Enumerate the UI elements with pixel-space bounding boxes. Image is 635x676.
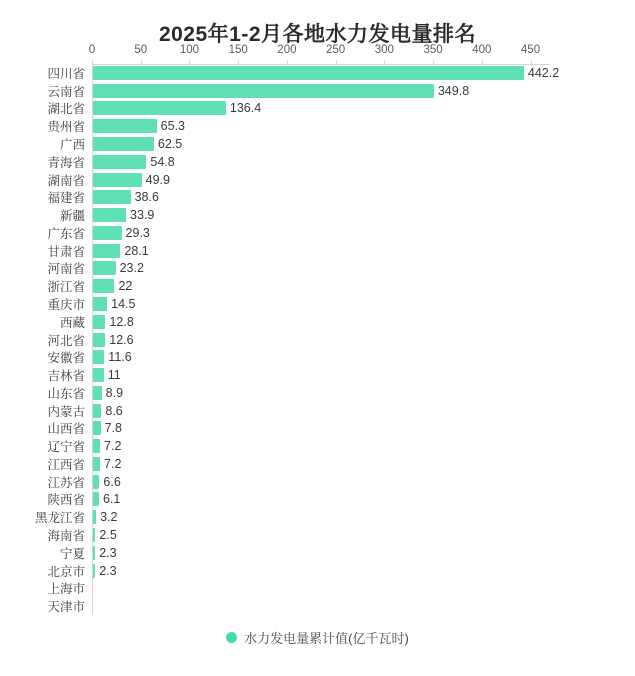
category-label: 黑龙江省 [34,511,85,526]
bar-row [47,385,550,401]
bar-value-label: 54.8 [150,154,175,169]
bar-row [47,279,550,295]
bar-row [47,350,550,366]
bar-row [47,421,550,437]
category-label: 浙江省 [47,280,85,295]
bar [93,226,122,240]
x-axis-tick-mark [433,60,434,64]
bar-value-label: 33.9 [130,208,155,223]
bar-row [47,599,550,615]
x-axis-tick-mark [531,60,532,64]
chart-legend [0,628,635,647]
legend-label: 水力发电量累计值(亿千瓦时) [244,631,409,646]
category-label: 河北省 [47,333,85,348]
bar-value-label: 6.6 [103,474,121,489]
bar [93,261,116,275]
bar-value-label: 7.2 [104,439,122,454]
bar-row [47,296,550,312]
category-label: 福建省 [47,191,85,206]
category-label: 安徽省 [47,351,85,366]
bar-value-label: 23.2 [119,261,144,276]
category-label: 河南省 [47,262,85,277]
bar-value-label: 14.5 [111,296,136,311]
bar-row [47,474,550,490]
bar-row [47,101,550,117]
bar [93,492,99,506]
bar [93,101,226,115]
x-axis-tick-label: 400 [472,44,492,56]
bar-value-label: 22 [118,279,133,294]
bar-value-label: 62.5 [157,136,183,151]
x-axis-tick-mark [384,60,385,64]
bar-value-label: 28.1 [124,243,149,258]
bar [93,350,104,364]
bar-row [47,439,550,455]
bar-value-label: 2.3 [99,563,117,578]
category-label: 青海省 [47,155,85,170]
bar-row [59,208,550,224]
x-axis-tick-mark [189,60,190,64]
category-label: 甘肃省 [47,244,85,259]
category-label: 吉林省 [47,369,85,384]
bar-row [47,83,550,99]
x-axis-line [92,64,550,65]
bar [93,84,434,98]
bar [93,475,99,489]
bar [93,510,96,524]
bar-value-label: 11 [107,368,121,383]
category-label: 江西省 [47,457,85,472]
x-axis-tick-label: 150 [228,44,248,56]
bar-row [47,368,550,384]
bar [93,528,95,542]
x-axis-tick-mark [238,60,239,64]
x-axis-tick-mark [482,60,483,64]
category-label: 四川省 [47,66,85,81]
bar-row [47,581,550,597]
plot-area [34,44,560,615]
category-label: 天津市 [47,600,85,615]
bar-row [47,172,550,188]
x-axis-tick-label: 250 [326,44,346,56]
bar-value-label: 11.6 [108,350,132,365]
bar-value-label: 3.2 [100,510,118,525]
x-axis-tick-label: 450 [520,44,541,56]
category-label: 广东省 [47,226,85,241]
bar-value-label: 12.8 [109,314,134,329]
bar-row [34,510,550,526]
bar [93,244,120,258]
bar-row [47,154,550,170]
bar-value-label: 349.8 [437,83,470,98]
bar [93,315,105,329]
category-label: 山西省 [47,422,85,437]
x-axis-tick-label: 50 [134,44,148,56]
x-axis-tick-mark [92,60,93,64]
bar-value-label: 6.1 [102,492,121,507]
x-axis-tick-mark [141,60,142,64]
bar-row [47,225,550,241]
bar-value-label: 7.2 [104,456,122,471]
category-label: 山东省 [47,386,85,401]
bar [93,404,101,418]
category-label: 北京市 [47,564,85,579]
bar [93,386,102,400]
category-label: 广西 [59,137,85,152]
category-label: 江苏省 [47,475,85,490]
x-axis-tick-mark [336,60,337,64]
bar [93,119,157,133]
bar [93,155,146,169]
bar-row [47,563,550,579]
bar-row [47,528,550,544]
bar-row [47,456,550,472]
bar-value-label: 65.3 [160,119,185,134]
bar-row [47,243,550,259]
bar [93,421,101,435]
bar-value-label: 38.6 [134,190,159,205]
x-axis-tick-label: 100 [179,44,200,56]
bar [93,173,142,187]
x-axis-tick-label: 350 [423,44,443,56]
x-axis-tick-mark [287,60,288,64]
bar-value-label: 2.5 [99,528,117,543]
category-label: 辽宁省 [47,440,85,455]
category-label: 云南省 [47,84,85,99]
category-label: 贵州省 [47,120,85,135]
bar-value-label: 8.9 [105,385,124,400]
bar [93,208,126,222]
bar-value-label: 8.6 [105,403,123,418]
category-label: 陕西省 [47,493,85,508]
category-label: 海南省 [47,529,85,544]
bar-row [47,119,550,135]
bar [93,457,100,471]
bar [93,137,154,151]
category-label: 宁夏 [59,546,85,561]
category-label: 内蒙古 [47,404,85,419]
chart-title: 2025年1-2月各地水力发电量排名 [158,23,477,46]
bar-row [47,332,550,348]
bar-row [47,261,550,277]
bar-value-label: 49.9 [145,172,170,187]
bar-value-label: 136.4 [229,101,262,116]
bar-row [47,190,550,206]
bar [93,546,95,560]
bar [93,333,105,347]
bar [93,368,104,382]
x-axis-tick-label: 300 [374,44,394,56]
category-label: 上海市 [47,582,85,597]
bar-value-label: 29.3 [125,225,150,240]
category-label: 新疆 [59,209,85,224]
bar [93,439,100,453]
bar [93,66,524,80]
bar [93,190,131,204]
bar-value-label: 2.3 [99,545,117,560]
category-label: 湖南省 [47,173,85,188]
bar-row [47,65,560,81]
x-axis-tick-label: 0 [88,44,96,56]
bar [93,564,95,578]
bar-row [59,314,550,330]
bar [93,279,114,293]
bar-row [47,403,550,419]
category-label: 湖北省 [47,102,85,117]
bar-row [59,545,550,561]
category-label: 重庆市 [47,297,85,312]
bar-row [59,136,550,152]
category-label: 西藏 [59,315,85,330]
legend-swatch-icon [226,632,237,643]
bar [93,297,107,311]
x-axis-tick-label: 200 [277,44,297,56]
bar-row [47,492,550,508]
bar-value-label: 12.6 [109,332,134,347]
bar-value-label: 7.8 [104,421,122,436]
bar-value-label: 442.2 [527,65,560,80]
